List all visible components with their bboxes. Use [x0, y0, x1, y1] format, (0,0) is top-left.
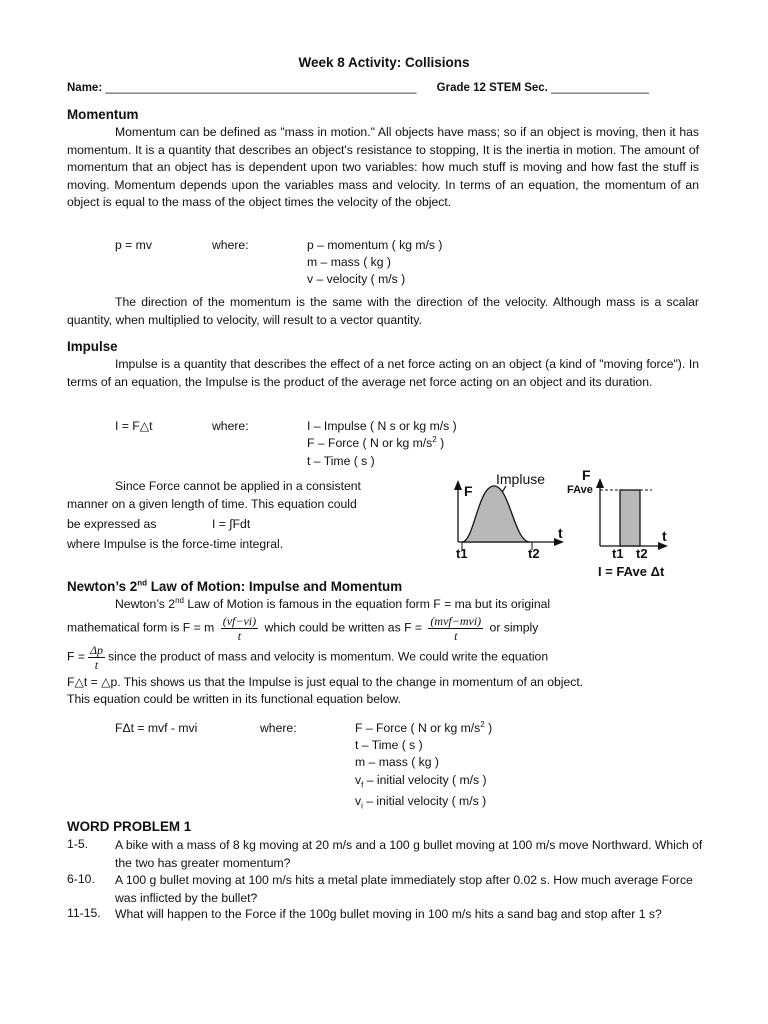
impulse-heading: Impulse: [67, 339, 118, 354]
newton-def: $v_i$ – initial velocity ( m/s ): [355, 794, 487, 811]
word-problem-heading: WORD PROBLEM 1: [67, 819, 192, 834]
t2-label: t2: [528, 546, 540, 561]
newton-def: $v_f$ – initial velocity ( m/s ): [355, 773, 487, 790]
fraction-velocity-change: $\frac{(vf-vi)}{t}$: [222, 614, 257, 643]
t2-b-label: t2: [636, 546, 648, 561]
f-axis-b-label: F: [582, 467, 591, 483]
newton-where: where:: [260, 721, 297, 735]
fraction-dp-dt: $\frac{\Delta p}{t}$: [89, 643, 103, 672]
t1-b-label: t1: [612, 546, 624, 561]
impulse-equation: I = F△t: [115, 419, 153, 433]
impulse-where: where:: [212, 419, 249, 433]
fraction-momentum-change: $\frac{\text{(mvf−mvi)}}{t}$: [430, 614, 482, 643]
impulse-paragraph: Impulse is a quantity that describes the effect of a net force acting on an object (a kind of "moving force"). In terms of an equation, the Impulse is the product of the average net force acting on an object and its duration.: [67, 357, 699, 389]
newton-line: F = $\frac{\Delta p}{t}$ since the product of mass and velocity is momentum. We could write the equation: [67, 643, 549, 672]
momentum-def: p – momentum ( kg m/s ): [307, 238, 443, 252]
impulse-def: I – Impulse ( N s or kg m/s ): [307, 419, 457, 433]
newton-def: t – Time ( s ): [355, 738, 423, 752]
impulse-def: F – Force ( N or kg $m/s^2$ ): [307, 434, 445, 450]
momentum-equation: p = mv: [115, 238, 152, 252]
impulse-label: Impluse: [496, 471, 546, 487]
momentum-def: m – mass ( kg ): [307, 255, 391, 269]
newton-def: m – mass ( kg ): [355, 755, 439, 769]
newton-line: mathematical form is F = m $\frac{(vf-vi)}{t}$ which could be written as F = $\frac{\text{(mvf−mvi)}}{t}$ or simply: [67, 614, 539, 643]
t1-label: t1: [456, 546, 468, 561]
problem-text: A bike with a mass of 8 kg moving at 20 m/s and a 100 g bullet moving at 100 m/s move Northward. Which of the two has greater momentum?: [115, 838, 703, 870]
name-label: Name:: [67, 82, 103, 94]
problem-number: 11-15.: [67, 906, 101, 920]
newton-line: This equation could be written in its functional equation below.: [67, 692, 402, 706]
problem-number: 1-5.: [67, 837, 89, 851]
momentum-heading: Momentum: [67, 107, 139, 122]
newton-def: F – Force ( N or kg $m/s^2$ ): [355, 719, 493, 735]
problem-text: What will happen to the Force if the 100g bullet moving in 100 m/s hits a sand bag and stop after 1 s?: [115, 907, 662, 921]
problem-text: A 100 g bullet moving at 100 m/s hits a metal plate immediately stop after 0.02 s. How much average Force was inflicted by the bullet?: [115, 873, 693, 905]
impulse-text: Since Force cannot be applied in a consistent: [115, 479, 361, 493]
fave-label: FAve: [567, 484, 593, 496]
newton-heading: Newton’s 2nd Law of Motion: Impulse and Momentum: [67, 578, 403, 594]
momentum-where: where:: [212, 238, 249, 252]
momentum-paragraph: Momentum can be defined as "mass in motion." All objects have mass; so if an object is moving, then it has momentum. It is a quantity that describes an object's resistance to stopping, It is the inertia in motion. The amount of momentum that an object has is dependent upon two variables: how much stuff is moving and how fast the stuff is moving. Momentum depends upon the variables mass and velocity. In terms of an equation, the momentum of an object is equal to the mass of the object times the velocity of the object.: [67, 125, 699, 210]
impulse-integral: I = ∫Fdt: [212, 517, 251, 531]
impulse-graphs: [448, 466, 688, 582]
f-axis-arrow-icon: [454, 480, 462, 490]
fave-rectangle: [620, 490, 640, 546]
f-axis-label: F: [464, 483, 473, 499]
impulse-text: manner on a given length of time. This equation could: [67, 497, 357, 511]
f-axis-b-arrow-icon: [596, 478, 604, 488]
grade-label: Grade 12 STEM Sec.: [436, 82, 548, 94]
t-axis-b-label: t: [662, 528, 667, 544]
newton-line: F△t = △p. This shows us that the Impulse is just equal to the change in momentum of an object.: [67, 675, 584, 689]
newton-equation: FΔt = mvf - mvi: [115, 721, 198, 735]
impulse-formula: I = FAve Δt: [598, 564, 665, 579]
problem-number: 6-10.: [67, 872, 95, 886]
grade-blank: ________________: [551, 82, 649, 94]
momentum-def: v – velocity ( m/s ): [307, 272, 406, 286]
t-axis-label: t: [558, 525, 563, 541]
impulse-text: where Impulse is the force-time integral.: [67, 537, 284, 551]
impulse-text: be expressed as: [67, 517, 157, 531]
name-grade-line: [67, 82, 699, 94]
page-title: Week 8 Activity: Collisions: [298, 55, 470, 70]
impulse-def: t – Time ( s ): [307, 454, 375, 468]
newton-line: Newton’s 2nd Law of Motion is famous in the equation form F = ma but its original: [115, 595, 551, 611]
name-blank: ___________________________________________________: [105, 82, 417, 94]
momentum-direction-paragraph: The direction of the momentum is the same with the direction of the velocity. Although mass is a scalar quantity, when multiplied to velocity, will result to a vector quantity.: [67, 295, 699, 327]
